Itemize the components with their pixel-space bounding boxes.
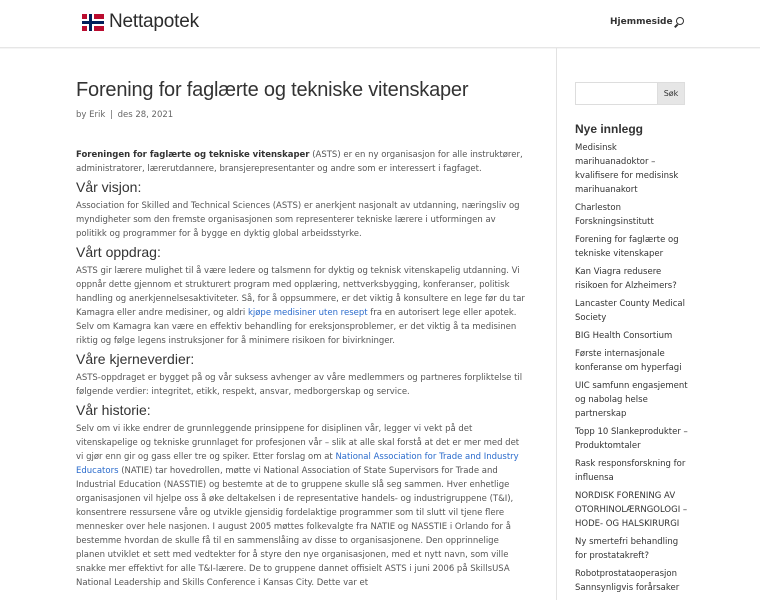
paragraph-visjon: Association for Skilled and Technical Sciences (ASTS) er anerkjent nasjonalt av utdanning, næringsliv og myndigheter som den fremste organisasjonen som representerer tekniske lærere i utformingen av politikk og programmer for å bygge en dyktig global arbeidsstyrke.	[76, 201, 520, 239]
intro-paragraph	[76, 148, 526, 176]
paragraph-historie	[76, 422, 526, 590]
paragraph-kjerneverdier: ASTS-oppdraget er bygget på og vår suksess avhenger av våre medlemmers og partneres forpliktelse til følgende verdier: integritet, etikk, respekt, ansvar, medborgerskap og service.	[76, 373, 523, 397]
search-button[interactable]: Søk	[658, 82, 685, 105]
recent-post-link[interactable]: BIG Health Consortium	[575, 331, 673, 341]
post-date: des 28, 2021	[117, 110, 174, 120]
author-link[interactable]: Erik	[89, 110, 106, 120]
sidebar-search	[575, 82, 690, 105]
meta-prefix: by	[76, 110, 87, 120]
post-title: Forening for faglærte og tekniske vitenskaper	[76, 79, 469, 101]
search-icon[interactable]	[673, 17, 685, 29]
recent-post-item	[575, 265, 690, 293]
norway-flag-icon	[82, 14, 104, 31]
recent-post-link[interactable]: Første internasjonale konferanse om hyperfagi	[575, 349, 682, 373]
sidebar	[575, 82, 690, 599]
recent-post-item	[575, 379, 690, 421]
recent-post-item	[575, 141, 690, 197]
recent-post-link[interactable]: Kan Viagra redusere risikoen for Alzheimers?	[575, 267, 677, 291]
recent-post-item	[575, 457, 690, 485]
recent-post-link[interactable]: Topp 10 Slankeprodukter – Produktomtaler	[575, 427, 688, 451]
recent-posts-title: Nye innlegg	[575, 122, 644, 136]
recent-posts-list	[575, 141, 690, 595]
recent-post-item	[575, 329, 690, 343]
post-body	[76, 148, 526, 590]
recent-post-link[interactable]: Robotprostataoperasjon Sannsynligvis forårsaker	[575, 569, 680, 593]
heading-oppdrag: Vårt oppdrag:	[76, 244, 161, 260]
recent-post-item	[575, 201, 690, 229]
recent-post-link[interactable]: Rask responsforskning for influensa	[575, 459, 686, 483]
recent-post-item	[575, 567, 690, 595]
recent-post-item	[575, 233, 690, 261]
paragraph-oppdrag	[76, 264, 526, 348]
recent-post-link[interactable]: Forening for faglærte og tekniske vitenskaper	[575, 235, 679, 259]
link-kjope-medisiner[interactable]: kjøpe medisiner uten resept	[247, 308, 368, 318]
post-meta	[76, 109, 526, 121]
meta-separator: |	[110, 110, 113, 120]
nav-item-hjemmeside[interactable]: Hjemmeside	[610, 17, 673, 27]
search-input[interactable]	[575, 82, 658, 105]
intro-bold: Foreningen for faglærte og tekniske vitenskaper	[76, 150, 310, 160]
historie-text-2: (NATIE) tar hovedrollen, møtte vi National Association of State Supervisors for Trade and Industrial Education (NASSTIE) og bestemte at de to gruppene skulle slå seg sammen. Hver enhetlige organisasjonen vil hjelpe oss å øke deltakelsen i de representative handels- og industrigruppene (T&I), konsentrere ressursene våre og utvikle gjensidig fordelaktige programmer som til slutt vil tjene flere mennesker over hele nasjonen. I august 2005 møttes folkevalgte fra NATIE og NASSTIE i Orlando for å bestemme hvordan de skulle få til en sammenslåing av disse to organisasjonene. Den opprinnelige planen utviklet et sett med vedtekter for å styre den nye organisasjonen, med et nytt navn, som ville snakke mer effektivt for alle T&I-lærere. De to gruppene dannet offisielt ASTS i juni 2006 på SkillsUSA National Leadership and Skills Conference i Kansas City. Dette var et	[76, 466, 514, 588]
recent-post-link[interactable]: Medisinsk marihuanadoktor – kvalifisere for medisinsk marihuanakort	[575, 143, 679, 195]
recent-post-item	[575, 489, 690, 531]
oppdrag-text-2: fra en autorisert lege eller apotek. Selv om Kamagra kan være en effektiv behandling for ereksjonsproblemer, er det viktig å ta medisinen riktig og følge legens instruksjoner for å minimere risikoen for bivirkninger.	[76, 308, 517, 346]
column-divider	[556, 48, 557, 600]
site-logo[interactable]	[82, 12, 199, 32]
recent-post-link[interactable]: UIC samfunn engasjement og nabolag helse partnerskap	[575, 381, 688, 419]
heading-kjerneverdier: Våre kjerneverdier:	[76, 351, 195, 367]
recent-post-item	[575, 347, 690, 375]
intro-text: (ASTS) er en ny organisasjon for alle instruktører, administratorer, lærerutdannere, bransjerepresentanter og andre som er interessert i fagfaget.	[76, 150, 523, 174]
heading-visjon: Vår visjon:	[76, 179, 142, 195]
link-natie[interactable]: National Association for Trade and Industry Educators	[76, 452, 519, 476]
recent-post-link[interactable]: Charleston Forskningsinstitutt	[575, 203, 654, 227]
recent-post-link[interactable]: NORDISK FORENING AV OTORHINOLÆRNGOLOGI – HODE- OG HALSKIRURGI	[575, 491, 688, 529]
recent-post-link[interactable]: Ny smertefri behandling for prostatakreft?	[575, 537, 679, 561]
oppdrag-text-1: ASTS gir lærere mulighet til å være ledere og talsmenn for dyktig og teknisk vitenskapelig utdanning. Vi oppnår dette gjennom et strukturert program med opplæring, nettverksbygging, konferanser, politisk handling og anerkjennelsesaktiviteter. Så, for å oppsummere, er det viktig å konsultere en lege før du tar Kamagra eller andre medisiner, og aldri	[76, 266, 525, 318]
site-header	[0, 0, 760, 48]
site-name: Nettapotek	[109, 11, 199, 32]
recent-post-item	[575, 425, 690, 453]
recent-post-item	[575, 297, 690, 325]
recent-post-link[interactable]: Lancaster County Medical Society	[575, 299, 685, 323]
article	[76, 76, 526, 590]
historie-text-1: Selv om vi ikke endrer de grunnleggende prinsippene for disiplinen vår, legger vi vekt på det vitenskapelige og tekniske grunnlaget for profesjonen vår – slik at alle skal forstå at det er mer med det vi gjør enn gir og gass eller tre og spiker. Etter forslag om at	[76, 424, 520, 462]
recent-post-item	[575, 535, 690, 563]
heading-historie: Vår historie:	[76, 402, 151, 418]
